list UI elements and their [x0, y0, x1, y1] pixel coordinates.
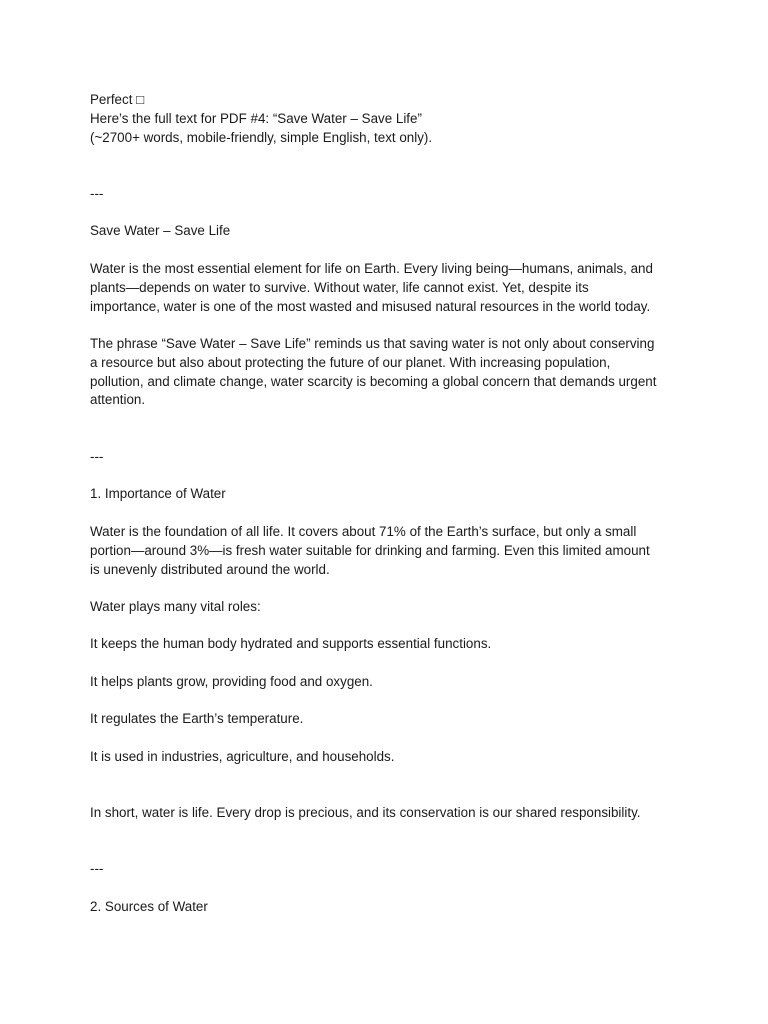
paragraph-line: The phrase “Save Water – Save Life” reminds us that saving water is not only about conserving — [90, 336, 655, 351]
paragraph-line: a resource but also about protecting the future of our planet. With increasing population, — [90, 354, 611, 370]
intro-paragraph-2 — [90, 335, 684, 410]
list-item: It is used in industries, agriculture, and households. — [90, 749, 395, 764]
intro-line: Perfect □ — [90, 92, 145, 107]
separator: --- — [90, 449, 104, 464]
section-paragraph — [90, 523, 684, 579]
intro-line: (~2700+ words, mobile-friendly, simple English, text only). — [90, 129, 433, 145]
paragraph-line: pollution, and climate change, water scarcity is becoming a global concern that demands urgent — [90, 373, 657, 389]
paragraph-line: attention. — [90, 392, 146, 408]
intro-paragraph-1 — [90, 260, 684, 316]
paragraph-line: portion—around 3%—is fresh water suitable for drinking and farming. Even this limited amount — [90, 542, 650, 558]
separator: --- — [90, 186, 104, 201]
section-heading: 1. Importance of Water — [90, 486, 226, 501]
list-item: It regulates the Earth’s temperature. — [90, 711, 304, 726]
paragraph-line: Water is the most essential element for life on Earth. Every living being—humans, animals, and — [90, 261, 653, 276]
intro-note — [90, 91, 684, 147]
section-heading: 2. Sources of Water — [90, 899, 208, 914]
paragraph-line: plants—depends on water to survive. Without water, life cannot exist. Yet, despite its — [90, 279, 589, 295]
document-title: Save Water – Save Life — [90, 223, 231, 238]
list-item: It keeps the human body hydrated and supports essential functions. — [90, 636, 492, 651]
list-item: It helps plants grow, providing food and oxygen. — [90, 674, 373, 689]
paragraph-line: Water is the foundation of all life. It covers about 71% of the Earth’s surface, but only a small — [90, 524, 637, 539]
summary-paragraph: In short, water is life. Every drop is precious, and its conservation is our shared responsibility. — [90, 805, 641, 820]
paragraph-line: is unevenly distributed around the world. — [90, 561, 330, 577]
intro-line: Here’s the full text for PDF #4: “Save Water – Save Life” — [90, 110, 422, 126]
roles-intro: Water plays many vital roles: — [90, 599, 261, 614]
paragraph-line: importance, water is one of the most wasted and misused natural resources in the world today. — [90, 298, 651, 314]
separator: --- — [90, 861, 104, 876]
